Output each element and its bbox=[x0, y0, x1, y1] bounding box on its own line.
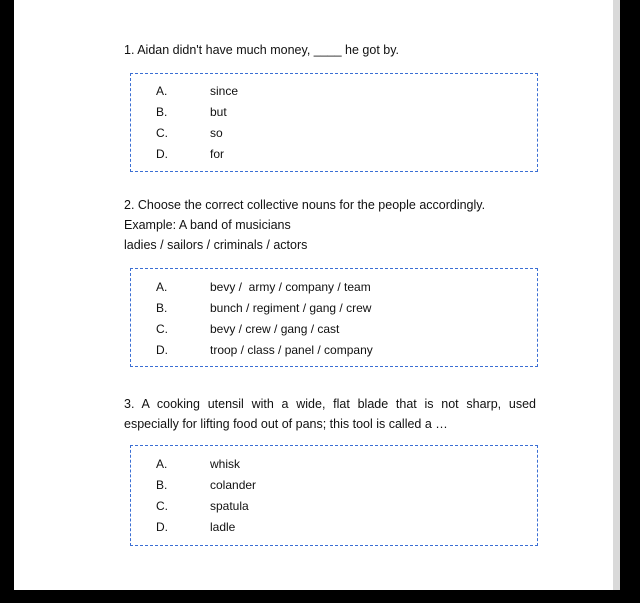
option-letter: B. bbox=[156, 478, 168, 492]
option-text: bevy / army / company / team bbox=[210, 280, 371, 294]
option-text: ladle bbox=[210, 520, 236, 534]
question-3-options-box bbox=[130, 445, 538, 546]
option-letter: C. bbox=[156, 126, 168, 140]
option-letter: D. bbox=[156, 147, 168, 161]
option-letter: D. bbox=[156, 520, 168, 534]
option-letter: B. bbox=[156, 105, 168, 119]
worksheet-page bbox=[14, 0, 620, 590]
option-letter: C. bbox=[156, 322, 168, 336]
question-2-text: 2. Choose the correct collective nouns for the people accordingly. bbox=[124, 198, 486, 212]
option-text: bevy / crew / gang / cast bbox=[210, 322, 340, 336]
option-letter: A. bbox=[156, 280, 168, 294]
option-text: since bbox=[210, 84, 239, 98]
question-3-text-line-2: especially for lifting food out of pans; this tool is called a … bbox=[124, 417, 448, 431]
option-letter: B. bbox=[156, 301, 168, 315]
option-letter: C. bbox=[156, 499, 168, 513]
option-text: colander bbox=[210, 478, 257, 492]
question-2-people: ladies / sailors / criminals / actors bbox=[124, 238, 308, 252]
question-2-example: Example: A band of musicians bbox=[124, 218, 291, 232]
option-text: bunch / regiment / gang / crew bbox=[210, 301, 372, 315]
option-text: but bbox=[210, 105, 227, 119]
question-1 bbox=[124, 40, 399, 60]
option-text: so bbox=[210, 126, 223, 140]
option-text: for bbox=[210, 147, 225, 161]
option-text: whisk bbox=[210, 457, 241, 471]
option-letter: D. bbox=[156, 343, 168, 357]
option-letter: A. bbox=[156, 84, 168, 98]
question-3 bbox=[124, 394, 536, 434]
question-2-options-box bbox=[130, 268, 538, 367]
question-2 bbox=[124, 195, 485, 255]
option-text: troop / class / panel / company bbox=[210, 343, 373, 357]
page-edge bbox=[613, 0, 620, 590]
question-1-text: 1. Aidan didn't have much money, ____ he got by. bbox=[124, 43, 400, 57]
question-3-text-line-1: 3. A cooking utensil with a wide, flat blade that is not sharp, used bbox=[124, 397, 536, 411]
question-1-options-box bbox=[130, 73, 538, 172]
option-text: spatula bbox=[210, 499, 249, 513]
option-letter: A. bbox=[156, 457, 168, 471]
